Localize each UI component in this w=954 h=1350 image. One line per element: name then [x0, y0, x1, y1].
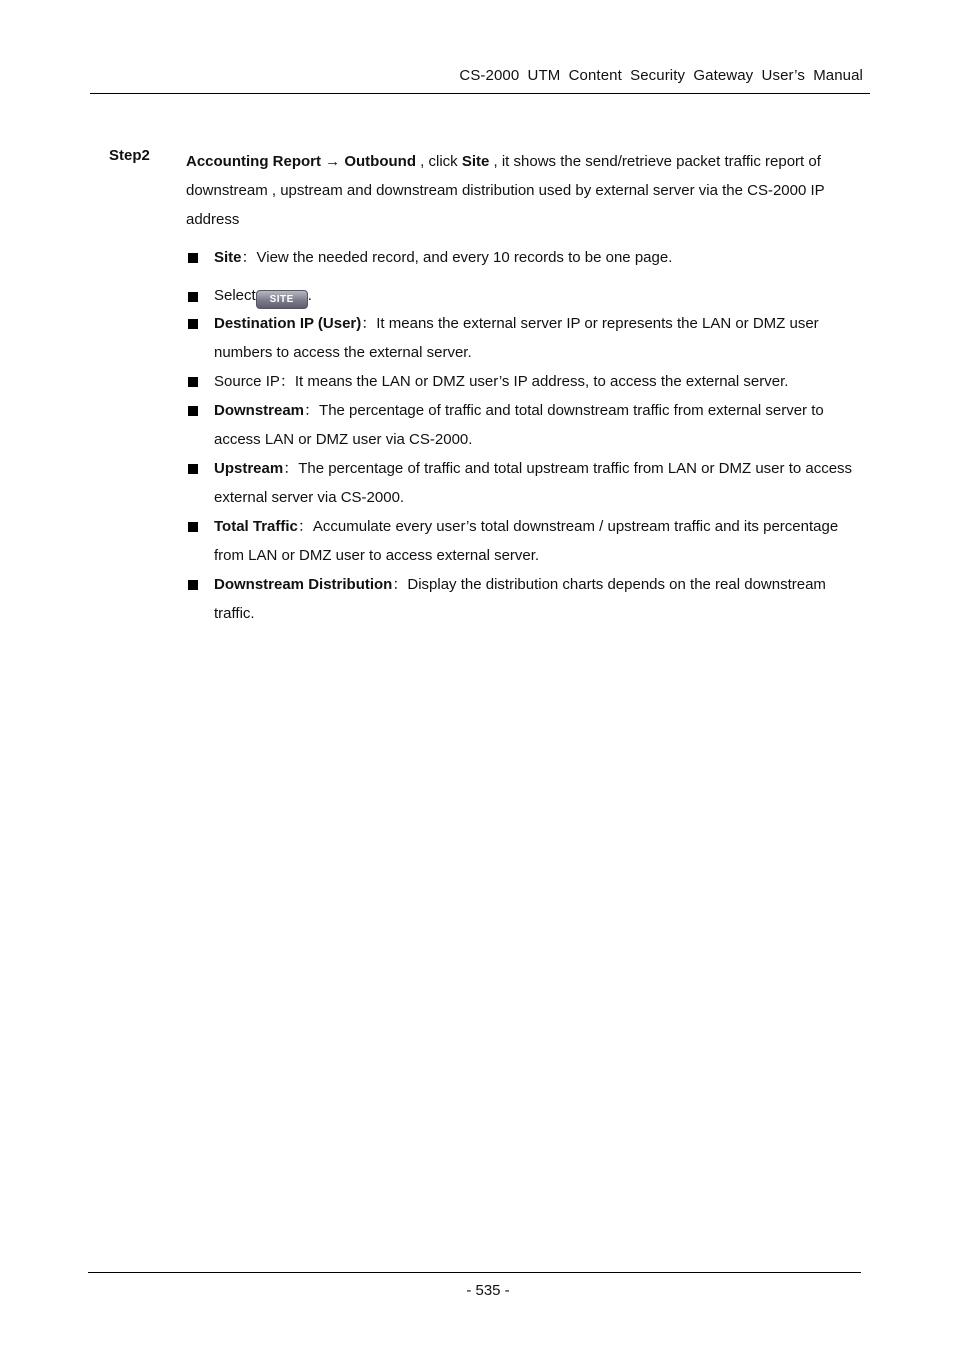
list-item-term: Destination IP (User)	[214, 315, 362, 332]
menu-path-outbound: Outbound	[344, 153, 416, 170]
square-bullet-icon	[188, 522, 198, 532]
list-item-desc: ：The percentage of traffic and total upstream traffic from LAN or DMZ user to access external server via CS-2000.	[214, 460, 853, 506]
header-title: CS-2000 UTM Content Security Gateway User’s Manual	[459, 67, 863, 84]
list-item-term: Downstream Distribution	[214, 576, 393, 593]
list-item-select	[186, 284, 870, 309]
list-item-downstream	[186, 396, 870, 454]
list-item-site	[186, 243, 870, 272]
list-item-term: Total Traffic	[214, 518, 298, 535]
square-bullet-icon	[188, 253, 198, 263]
list-item-source-ip	[186, 367, 870, 396]
step-text-b: , it shows the send/retrieve packet traffic report of downstream , upstream and downstream distribution used by external server via the CS-2000 IP address	[186, 153, 825, 228]
menu-path-accounting-report: Accounting Report	[186, 153, 321, 170]
page-number: - 535 -	[466, 1282, 510, 1299]
square-bullet-icon	[188, 464, 198, 474]
list-item-desc: ：Accumulate every user’s total downstream / upstream traffic and its percentage from LAN or DMZ user to access external server.	[214, 518, 839, 564]
list-item-term: Upstream	[214, 460, 284, 477]
step-text-a: , click	[415, 153, 462, 170]
list-item-after: .	[307, 287, 312, 304]
list-item-desc: ：It means the external server IP or represents the LAN or DMZ user numbers to access the external server.	[214, 315, 819, 361]
square-bullet-icon	[188, 292, 198, 302]
square-bullet-icon	[188, 406, 198, 416]
step-label: Step2	[109, 147, 150, 164]
list-item-desc: ：The percentage of traffic and total downstream traffic from external server to access LAN or DMZ user via CS-2000.	[214, 402, 824, 448]
list-item-desc: Source IP：It means the LAN or DMZ user’s IP address, to access the external server.	[214, 373, 789, 390]
list-item-term: Site	[214, 249, 242, 266]
square-bullet-icon	[188, 319, 198, 329]
step-description	[186, 147, 870, 234]
field-description-list	[186, 243, 870, 628]
site-word: Site	[461, 153, 490, 170]
list-item-destination-ip	[186, 309, 870, 367]
list-item-upstream	[186, 454, 870, 512]
list-item-downstream-distribution	[186, 570, 870, 628]
square-bullet-icon	[188, 377, 198, 387]
site-button[interactable]: SITE	[256, 290, 308, 309]
list-item-desc: Select	[214, 287, 256, 304]
list-item-desc: ：Display the distribution charts depends on the real downstream traffic.	[214, 576, 826, 622]
list-item-total-traffic	[186, 512, 870, 570]
list-item-desc: ：View the needed record, and every 10 records to be one page.	[241, 249, 673, 266]
arrow-right-icon: →	[325, 153, 341, 170]
square-bullet-icon	[188, 580, 198, 590]
header-divider	[90, 93, 870, 94]
list-item-term: Downstream	[214, 402, 305, 419]
footer-divider	[88, 1272, 861, 1273]
